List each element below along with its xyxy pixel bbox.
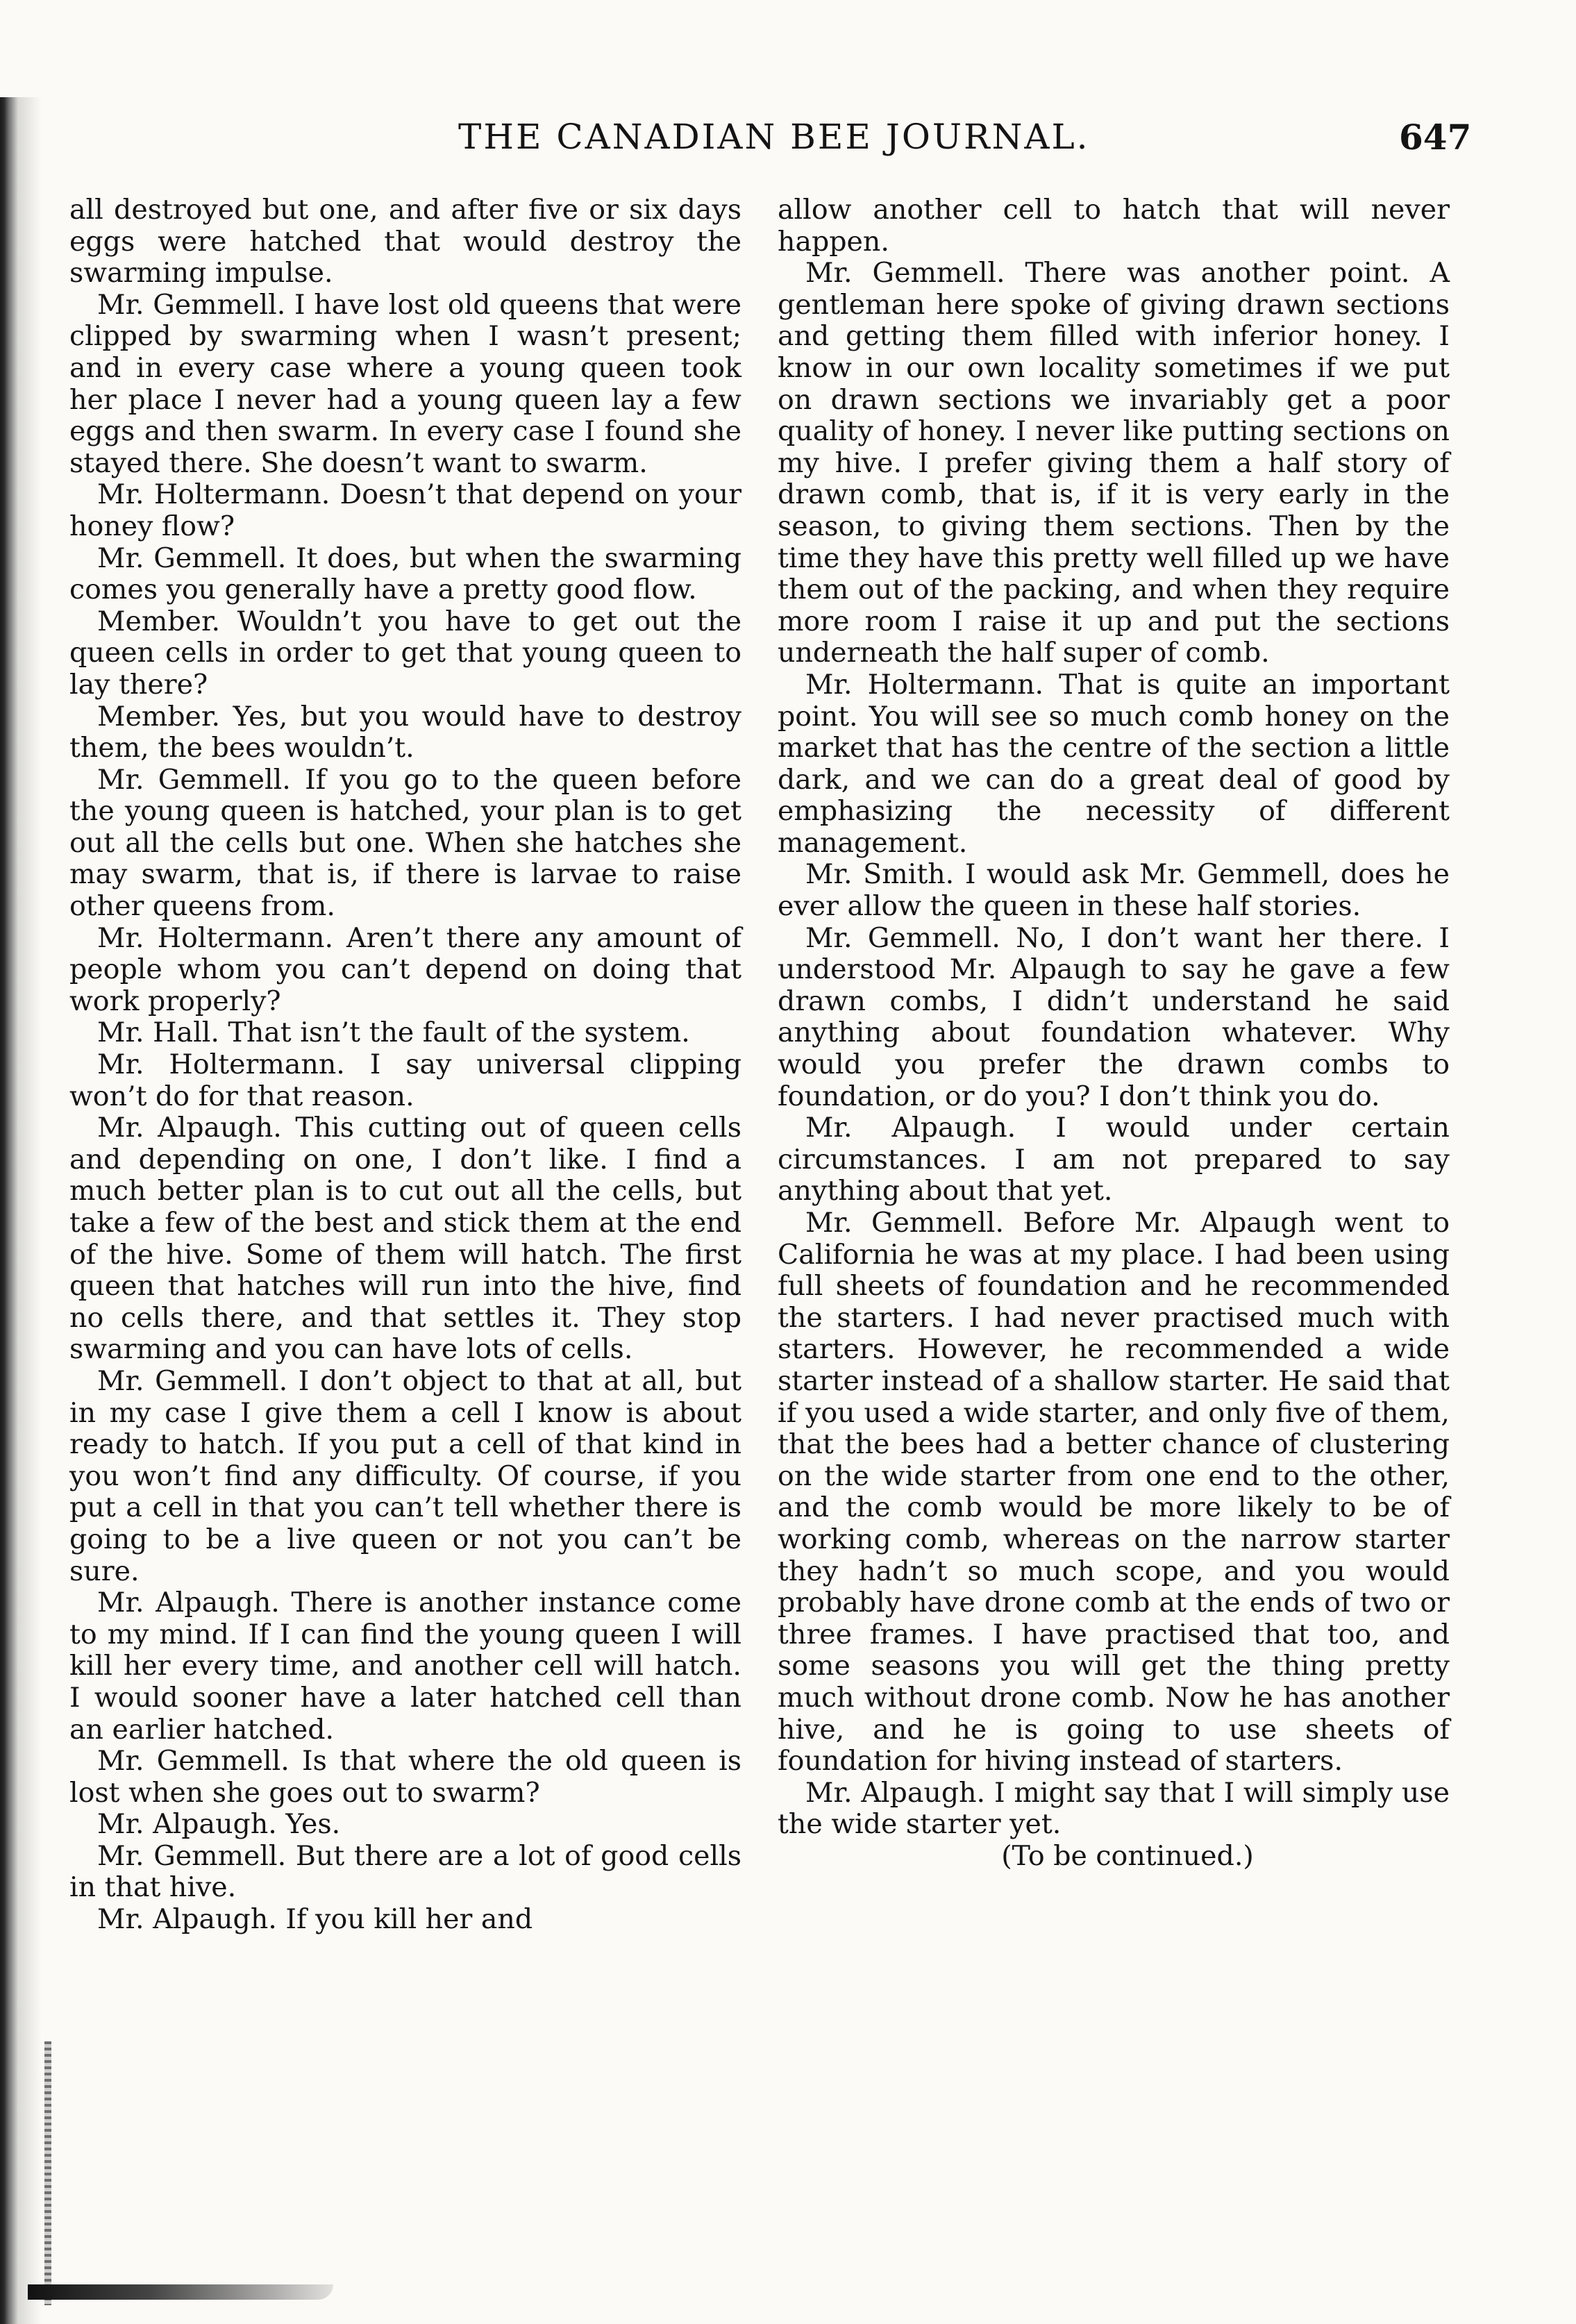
paragraph: Mr. Hall. That isn’t the fault of the system. [97, 1017, 690, 1049]
paragraph: Mr. Gemmell. Before Mr. Alpaugh went to California he was at my place. I had been using full sheets of foundation and he recommended the starters. I had never practised much with starters. However, he recommended a wide starter instead of a shallow starter. He said that if you used a wide starter, and only five of them, that the bees had a better chance of clustering on the wide starter from one end to the other, and the comb would be more likely to be of working comb, whereas on the narrow starter they hadn’t so much scope, and you would probably have drone comb at the ends of two or three frames. I have practised that too, and some seasons you will get the thing pretty much without drone comb. Now he has another hive, and he is going to use sheets of foundation for hiving instead of starters. [778, 1207, 1450, 1778]
paragraph: Mr. Alpaugh. If you kill her and [97, 1903, 533, 1936]
paragraph: Mr. Holtermann. I say universal clipping won’t do for that reason. [69, 1048, 741, 1112]
paragraph: Mr. Gemmell. I don’t object to that at all, but in my case I give them a cell I know is about ready to hatch. If you put a cell of that kind in you won’t find any difficulty. Of course, if you put a cell in that you can’t tell whether there is going to be a live queen or not you can’t be sure. [69, 1364, 741, 1587]
page-binding-shadow [0, 97, 49, 2324]
paragraph: Mr. Holtermann. Doesn’t that depend on your honey flow? [69, 478, 741, 542]
to-be-continued-note: (To be continued.) [1001, 1839, 1254, 1872]
paragraph: Mr. Holtermann. Aren’t there any amount of people whom you can’t depend on doing that work properly? [69, 921, 741, 1017]
binding-edge-texture [44, 2041, 51, 2305]
paragraph: Mr. Gemmell. There was another point. A gentleman here spoke of giving drawn sections and getting them filled with inferior honey. I know in our own locality sometimes if we put on drawn sections we invariably get a poor quality of honey. I never like putting sections on my hive. I prefer giving them a half story of drawn comb, that is, if it is very early in the season, to giving them sections. Then by the time they have this pretty well filled up we have them out of the packing, and when they require more room I raise it up and put the sections underneath the half super of comb. [778, 257, 1450, 669]
paragraph: Mr. Gemmell. I have lost old queens that were clipped by swarming when I wasn’t present; and in every case where a young queen took her place I never had a young queen lay a few eggs and then swarm. In every case I found she stayed there. She doesn’t want to swarm. [69, 288, 741, 479]
paragraph: Mr. Gemmell. If you go to the queen before the young queen is hatched, your plan is to get out all the cells but one. When she hatches she may swarm, that is, if there is larvae to raise other queens from. [69, 763, 741, 923]
page-header [0, 117, 1576, 165]
paragraph: Mr. Gemmell. No, I don’t want her there. I understood Mr. Alpaugh to say he gave a few drawn combs, I didn’t understand he said anything about foundation whatever. Why would you prefer the drawn combs to foundation, or do you? I don’t think you do. [778, 921, 1450, 1112]
bottom-ink-smudge [28, 2284, 333, 2300]
paragraph: allow another cell to hatch that will never happen. [778, 194, 1450, 258]
journal-title: THE CANADIAN BEE JOURNAL. [458, 117, 1090, 157]
paragraph: Member. Yes, but you would have to destroy them, the bees wouldn’t. [69, 700, 741, 764]
right-column [778, 194, 1450, 1872]
paragraph: Member. Wouldn’t you have to get out the queen cells in order to get that young queen to lay there? [69, 605, 741, 701]
paragraph: all destroyed but one, and after five or six days eggs were hatched that would destroy the swarming impulse. [69, 194, 741, 290]
paragraph: Mr. Gemmell. It does, but when the swarming comes you generally have a pretty good flow. [69, 542, 741, 606]
page-number: 647 [1399, 117, 1472, 158]
paragraph: Mr. Holtermann. That is quite an important point. You will see so much comb honey on the market that has the centre of the section a little dark, and we can do a great deal of good by emphasizing the necessity of different management. [778, 668, 1450, 859]
paragraph: Mr. Smith. I would ask Mr. Gemmell, does he ever allow the queen in these half stories. [778, 858, 1450, 923]
left-column [69, 194, 741, 1936]
paragraph: Mr. Alpaugh. There is another instance come to my mind. If I can find the young queen I will kill her every time, and another cell will hatch. I would sooner have a later hatched cell than an earlier hatched. [69, 1587, 741, 1746]
paragraph: Mr. Alpaugh. Yes. [97, 1808, 341, 1841]
paragraph: Mr. Gemmell. Is that where the old queen is lost when she goes out to swarm? [69, 1745, 741, 1809]
paragraph: Mr. Alpaugh. I might say that I will simply use the wide starter yet. [778, 1776, 1450, 1841]
paragraph: Mr. Alpaugh. I would under certain circumstances. I am not prepared to say anything about that yet. [778, 1112, 1450, 1207]
paragraph: Mr. Gemmell. But there are a lot of good cells in that hive. [69, 1839, 741, 1904]
paragraph: Mr. Alpaugh. This cutting out of queen cells and depending on one, I don’t like. I find a much better plan is to cut out all the cells, but take a few of the best and stick them at the end of the hive. Some of them will hatch. The first queen that hatches will run into the hive, find no cells there, and that settles it. They stop swarming and you can have lots of cells. [69, 1112, 741, 1366]
